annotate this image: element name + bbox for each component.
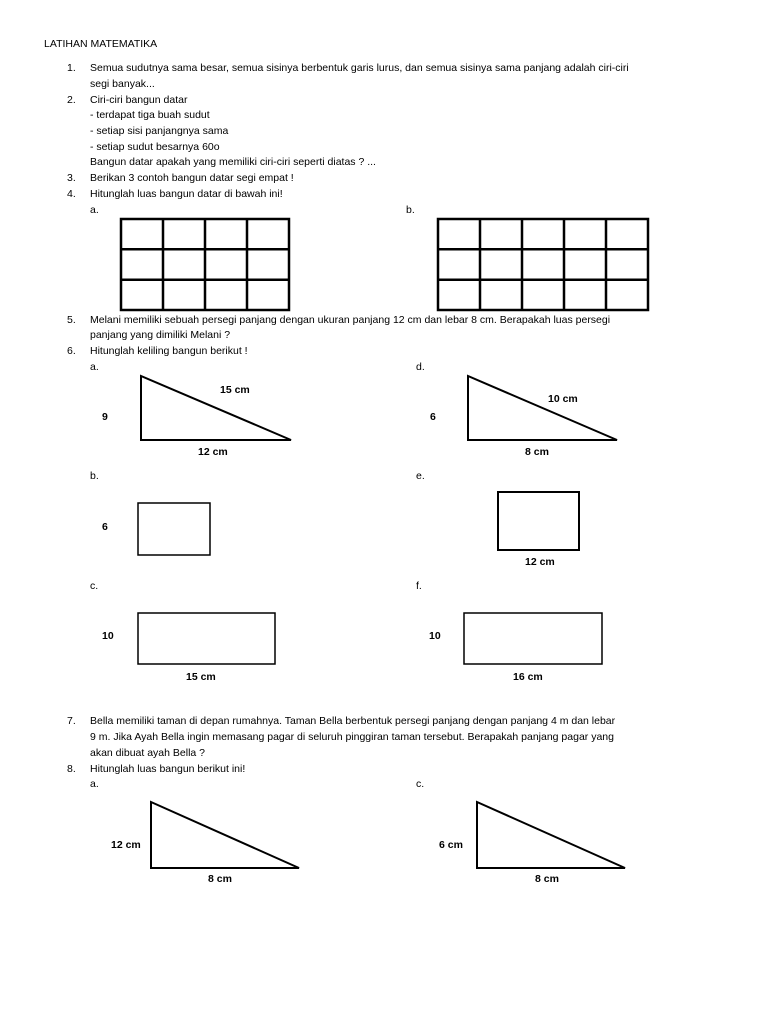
q6d-side-label: 6 — [430, 411, 436, 423]
q4-grid-a — [121, 219, 289, 310]
q4-a-label: a. — [90, 204, 99, 216]
q6e-rectangle — [498, 492, 579, 550]
q4-number: 4. — [67, 188, 76, 200]
q6d-label: d. — [416, 361, 425, 373]
q3-text: Berikan 3 contoh bangun datar segi empat ! — [90, 172, 294, 184]
q6b-side-label: 6 — [102, 521, 108, 533]
q6a-hyp-label: 15 cm — [220, 384, 250, 396]
q6a-label: a. — [90, 361, 99, 373]
grid-b-outline — [438, 219, 648, 310]
q8a-base-label: 8 cm — [208, 873, 232, 885]
q6f-side-label: 10 — [429, 630, 441, 642]
q7-line3: akan dibuat ayah Bella ? — [90, 747, 206, 759]
q8a-label: a. — [90, 778, 99, 790]
q6-number: 6. — [67, 345, 76, 357]
q6e-label: e. — [416, 470, 425, 482]
q5-line1: Melani memiliki sebuah persegi panjang dengan ukuran panjang 12 cm dan lebar 8 cm. Berapakah luas persegi — [90, 314, 611, 326]
q1-number: 1. — [67, 62, 76, 74]
q4-grid-b — [438, 219, 648, 310]
q2-item: - setiap sudut besarnya 60o — [90, 141, 220, 153]
q7-line1: Bella memiliki taman di depan rumahnya. Taman Bella berbentuk persegi panjang dengan panjang 4 m dan lebar — [90, 715, 616, 727]
q5-number: 5. — [67, 314, 76, 326]
q6-text: Hitunglah keliling bangun berikut ! — [90, 345, 248, 357]
q8c-base-label: 8 cm — [535, 873, 559, 885]
q6d-base-label: 8 cm — [525, 446, 549, 458]
q6f-label: f. — [416, 580, 422, 592]
q8-number: 8. — [67, 763, 76, 775]
q6c-side-label: 10 — [102, 630, 114, 642]
q2-intro: Ciri-ciri bangun datar — [90, 94, 188, 106]
q8c-triangle — [477, 802, 625, 868]
q8c-side-label: 6 cm — [439, 839, 463, 851]
q4-b-label: b. — [406, 204, 415, 216]
q2-number: 2. — [67, 94, 76, 106]
q1-line2: segi banyak... — [90, 78, 155, 90]
q6e-base-label: 12 cm — [525, 556, 555, 568]
q6a-triangle — [141, 376, 291, 440]
q6c-label: c. — [90, 580, 99, 592]
q6d-hyp-label: 10 cm — [548, 393, 578, 405]
page-title: LATIHAN MATEMATIKA — [44, 38, 158, 50]
q8a-triangle — [151, 802, 299, 868]
q6a-base-label: 12 cm — [198, 446, 228, 458]
q1-line1: Semua sudutnya sama besar, semua sisinya berbentuk garis lurus, dan semua sisinya sama panjang adalah ciri-ciri — [90, 62, 629, 74]
q3-number: 3. — [67, 172, 76, 184]
q6b-label: b. — [90, 470, 99, 482]
q6c-base-label: 15 cm — [186, 671, 216, 683]
q6f-rectangle — [464, 613, 602, 664]
q2-question: Bangun datar apakah yang memiliki ciri-ciri seperti diatas ? ... — [90, 156, 376, 168]
q7-number: 7. — [67, 715, 76, 727]
q6a-side-label: 9 — [102, 411, 108, 423]
q2-item: - setiap sisi panjangnya sama — [90, 125, 229, 137]
q8-text: Hitunglah luas bangun berikut ini! — [90, 763, 246, 775]
q5-line2: panjang yang dimiliki Melani ? — [90, 329, 231, 341]
q6c-rectangle — [138, 613, 275, 664]
q7-line2: 9 m. Jika Ayah Bella ingin memasang pagar di seluruh pinggiran taman tersebut. Berapakah panjang pagar yang — [90, 731, 614, 743]
q8a-side-label: 12 cm — [111, 839, 141, 851]
q6b-square — [138, 503, 210, 555]
q8c-label: c. — [416, 778, 425, 790]
q4-text: Hitunglah luas bangun datar di bawah ini! — [90, 188, 283, 200]
q2-item: - terdapat tiga buah sudut — [90, 109, 210, 121]
q6d-triangle — [468, 376, 617, 440]
q6f-base-label: 16 cm — [513, 671, 543, 683]
